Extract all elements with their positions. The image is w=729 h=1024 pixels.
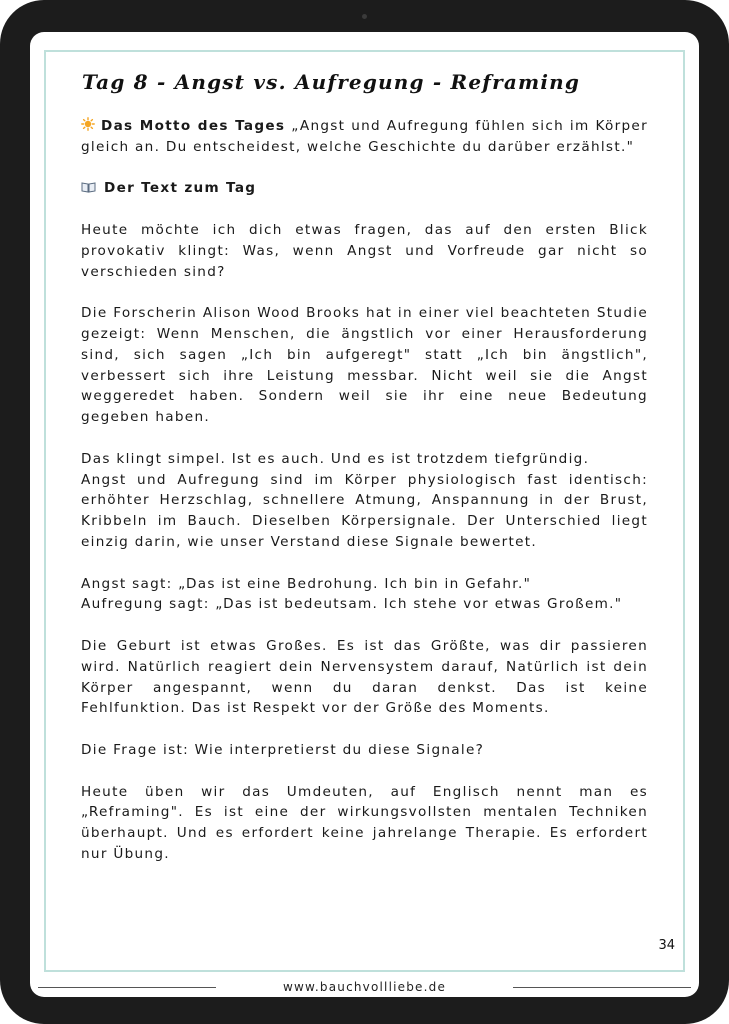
footer [30, 980, 699, 996]
text-heading: Der Text zum Tag [104, 180, 257, 197]
text-heading-row [81, 178, 648, 199]
paragraph-line: Aufregung sagt: „Das ist bedeutsam. Ich stehe vor etwas Großem." [81, 596, 623, 613]
paragraph-group [81, 574, 648, 616]
paragraph-line: Angst sagt: „Das ist eine Bedrohung. Ich bin in Gefahr." [81, 575, 532, 592]
open-book-icon [81, 181, 96, 193]
motto-label: Das Motto des Tages [101, 118, 286, 134]
motto-block [81, 116, 648, 158]
paragraph-line: Angst und Aufregung sind im Körper physiologisch fast identisch: erhöhter Herzschlag, schnellere Atmung, Anspannung in der Brust, Kribbeln im Bauch. Dieselben Körpersignale. Der Unterschied liegt einzig darin, wie unser Verstand diese Signale bewertet. [81, 471, 648, 550]
paragraph: Die Forscherin Alison Wood Brooks hat in einer viel beachteten Studie gezeigt: Wenn Menschen, die ängstlich vor einer Herausforderung sind, sich sagen „Ich bin aufgeregt" statt „Ich bin ängstlich", verbessert sich ihre Leistung messbar. Nicht weil sie die Angst weggeredet haben. Sondern weil sie ihr eine neue Bedeutung gegeben haben. [81, 305, 648, 426]
camera-dot [362, 14, 367, 19]
paragraph: Heute üben wir das Umdeuten, auf Englisch nennt man es „Reframing". Es ist eine der wirkungsvollsten mentalen Techniken überhaupt. Und es erfordert keine jahrelange Therapie. Es erfordert nur Übung. [81, 783, 648, 862]
paragraph: Heute möchte ich dich etwas fragen, das auf den ersten Blick provokativ klingt: Was, wenn Angst und Vorfreude gar nicht so verschieden sind? [81, 221, 648, 280]
paragraph: Die Geburt ist etwas Großes. Es ist das Größte, was dir passieren wird. Natürlich reagiert dein Nervensystem darauf, Natürlich ist dein Körper angespannt, wenn du daran denkst. Das ist keine Fehlfunktion. Das ist Respekt vor der Größe des Moments. [81, 637, 648, 717]
paragraph-line: Das klingt simpel. Ist es auch. Und es ist trotzdem tiefgründig. [81, 450, 590, 467]
footer-url: www.bauchvollliebe.de [282, 980, 447, 994]
page-screen [30, 32, 699, 997]
motto-quote: „Angst und Aufregung fühlen sich im Körper gleich an. Du entscheidest, welche Geschichte du darüber erzählst." [81, 118, 648, 155]
page-number: 34 [658, 938, 675, 953]
page-content [81, 116, 648, 885]
paragraph: Die Frage ist: Wie interpretierst du diese Signale? [81, 741, 485, 758]
footer-rule-right [513, 987, 691, 988]
paragraph-group [81, 449, 648, 553]
page-title: Tag 8 - Angst vs. Aufregung - Reframing [82, 70, 581, 94]
sun-icon [81, 117, 95, 131]
